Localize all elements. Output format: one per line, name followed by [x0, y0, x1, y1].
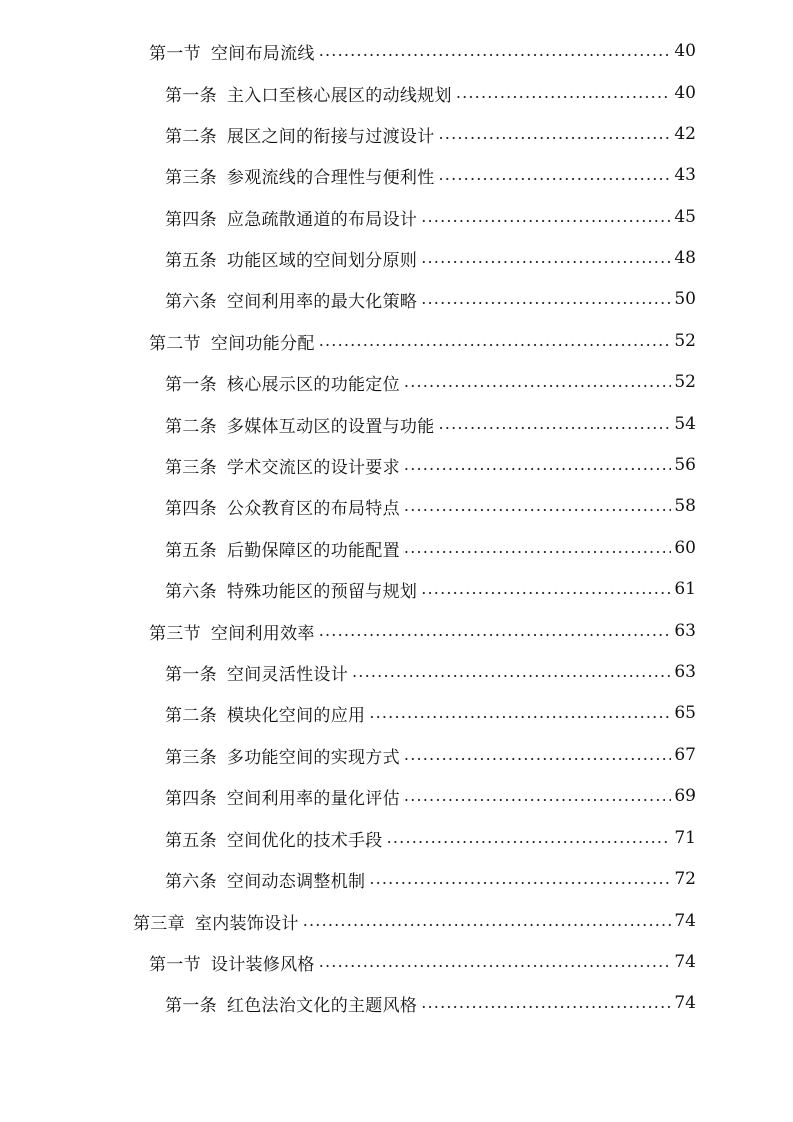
- toc-entry[interactable]: [165, 202, 696, 232]
- toc-entry-number: 第四条: [165, 498, 217, 519]
- toc-entry-number: 第三章: [133, 913, 185, 934]
- toc-entry-text: [165, 743, 400, 768]
- toc-entry[interactable]: [165, 740, 696, 770]
- toc-page-number: 63: [674, 621, 696, 641]
- toc-entry-title: 红色法治文化的主题风格: [226, 995, 418, 1016]
- toc-entry[interactable]: [165, 823, 696, 853]
- toc-entry-title: 展区之间的衔接与过渡设计: [226, 126, 435, 147]
- toc-entry-title: 空间功能分配: [210, 333, 315, 354]
- toc-leader-dots: [421, 284, 671, 314]
- toc-entry-text: [165, 494, 400, 519]
- toc-page-number: 43: [674, 165, 696, 185]
- toc-entry-number: 第五条: [165, 540, 217, 561]
- toc-leader-dots: [404, 740, 671, 770]
- toc-entry-title: 设计装修风格: [210, 954, 315, 975]
- toc-page-number: 58: [674, 496, 696, 516]
- toc-entry[interactable]: [165, 160, 696, 190]
- toc-leader-dots: [404, 781, 671, 811]
- toc-leader-dots: [421, 574, 671, 604]
- toc-entry-title: 功能区域的空间划分原则: [226, 250, 418, 271]
- toc-entry[interactable]: [149, 947, 696, 977]
- toc-leader-dots: [404, 533, 671, 563]
- toc-entry[interactable]: [149, 616, 696, 646]
- toc-entry-text: [165, 163, 435, 188]
- toc-page-number: 48: [674, 248, 696, 268]
- toc-page-number: 56: [674, 455, 696, 475]
- toc-entry-text: [165, 826, 383, 851]
- toc-entry-text: [149, 619, 315, 644]
- toc-entry-text: [165, 287, 417, 312]
- toc-entry-title: 学术交流区的设计要求: [226, 457, 400, 478]
- toc-entry-number: 第六条: [165, 581, 217, 602]
- toc-entry-title: 空间优化的技术手段: [226, 830, 383, 851]
- toc-entry-text: [149, 950, 315, 975]
- toc-entry-text: [165, 660, 348, 685]
- toc-entry-number: 第三条: [165, 457, 217, 478]
- toc-entry[interactable]: [165, 574, 696, 604]
- toc-entry-title: 后勤保障区的功能配置: [226, 540, 400, 561]
- toc-entry-title: 特殊功能区的预留与规划: [226, 581, 418, 602]
- toc-entry-title: 空间布局流线: [210, 43, 315, 64]
- toc-page-number: 52: [674, 331, 696, 351]
- toc-page-number: 74: [674, 952, 696, 972]
- toc-leader-dots: [439, 160, 671, 190]
- toc-entry[interactable]: [165, 657, 696, 687]
- toc-leader-dots: [352, 657, 671, 687]
- toc-entry-title: 主入口至核心展区的动线规划: [226, 85, 452, 106]
- toc-entry[interactable]: [165, 533, 696, 563]
- toc-entry-text: [165, 412, 435, 437]
- toc-entry[interactable]: [165, 367, 696, 397]
- toc-entry-text: [165, 205, 417, 230]
- toc-page-number: 40: [674, 41, 696, 61]
- toc-entry-text: [165, 991, 417, 1016]
- toc-page-number: 69: [674, 786, 696, 806]
- toc-entry-number: 第二条: [165, 705, 217, 726]
- toc-leader-dots: [439, 409, 671, 439]
- toc-leader-dots: [421, 202, 671, 232]
- toc-entry-title: 室内装饰设计: [194, 913, 299, 934]
- toc-entry-number: 第二节: [149, 333, 201, 354]
- toc-page-number: 50: [674, 289, 696, 309]
- toc-entry-title: 空间动态调整机制: [226, 871, 366, 892]
- toc-entry-number: 第四条: [165, 209, 217, 230]
- toc-entry[interactable]: [165, 284, 696, 314]
- toc-entry[interactable]: [165, 450, 696, 480]
- toc-entry-text: [165, 246, 417, 271]
- toc-entry[interactable]: [165, 491, 696, 521]
- toc-leader-dots: [456, 78, 671, 108]
- toc-entry-number: 第六条: [165, 871, 217, 892]
- toc-leader-dots: [421, 988, 671, 1018]
- toc-entry-number: 第三节: [149, 623, 201, 644]
- toc-entry-text: [165, 577, 417, 602]
- toc-entry[interactable]: [149, 326, 696, 356]
- toc-entry-number: 第二条: [165, 416, 217, 437]
- toc-entry-text: [165, 122, 435, 147]
- toc-entry-number: 第一条: [165, 85, 217, 106]
- toc-leader-dots: [404, 491, 671, 521]
- toc-page-number: 54: [674, 414, 696, 434]
- toc-entry-number: 第四条: [165, 788, 217, 809]
- toc-entry[interactable]: [165, 988, 696, 1018]
- toc-entry-number: 第五条: [165, 250, 217, 271]
- toc-leader-dots: [319, 36, 671, 66]
- toc-entry-title: 应急疏散通道的布局设计: [226, 209, 418, 230]
- toc-entry-title: 公众教育区的布局特点: [226, 498, 400, 519]
- toc-entry-title: 空间灵活性设计: [226, 664, 349, 685]
- toc-entry-number: 第三条: [165, 747, 217, 768]
- toc-entry-title: 多功能空间的实现方式: [226, 747, 400, 768]
- toc-page-number: 42: [674, 124, 696, 144]
- toc-entry[interactable]: [165, 78, 696, 108]
- toc-leader-dots: [303, 906, 671, 936]
- toc-entry-number: 第一条: [165, 995, 217, 1016]
- toc-leader-dots: [319, 947, 671, 977]
- toc-page-number: 65: [674, 703, 696, 723]
- toc-entry[interactable]: [165, 243, 696, 273]
- toc-entry-text: [165, 370, 400, 395]
- toc-entry-text: [165, 536, 400, 561]
- toc-entry[interactable]: [149, 36, 696, 66]
- toc-entry-number: 第五条: [165, 830, 217, 851]
- toc-entry-title: 模块化空间的应用: [226, 705, 366, 726]
- toc-page-number: 67: [674, 745, 696, 765]
- toc-entry-text: [149, 39, 315, 64]
- toc-entry-number: 第六条: [165, 291, 217, 312]
- toc-entry-text: [165, 701, 365, 726]
- toc-page-number: 61: [674, 579, 696, 599]
- toc-entry-text: [165, 453, 400, 478]
- toc-page-number: 63: [674, 662, 696, 682]
- toc-entry-number: 第一条: [165, 664, 217, 685]
- toc-entry-text: [133, 909, 299, 934]
- toc-entry[interactable]: [165, 781, 696, 811]
- toc-page-number: 60: [674, 538, 696, 558]
- toc-entry-text: [165, 81, 452, 106]
- toc-leader-dots: [369, 864, 671, 894]
- toc-entry[interactable]: [165, 698, 696, 728]
- toc-leader-dots: [439, 119, 671, 149]
- toc-entry[interactable]: [133, 906, 696, 936]
- toc-page-number: 72: [674, 869, 696, 889]
- toc-entry-title: 多媒体互动区的设置与功能: [226, 416, 435, 437]
- toc-entry[interactable]: [165, 864, 696, 894]
- toc-entry-title: 核心展示区的功能定位: [226, 374, 400, 395]
- toc-entry-text: [165, 784, 400, 809]
- toc-entry-number: 第三条: [165, 167, 217, 188]
- toc-entry-text: [149, 329, 315, 354]
- toc-page-number: 45: [674, 207, 696, 227]
- toc-entry-title: 空间利用率的最大化策略: [226, 291, 418, 312]
- toc-page-number: 74: [674, 993, 696, 1013]
- toc-page-number: 52: [674, 372, 696, 392]
- toc-leader-dots: [387, 823, 671, 853]
- toc-entry-title: 参观流线的合理性与便利性: [226, 167, 435, 188]
- toc-page-number: 74: [674, 911, 696, 931]
- toc-leader-dots: [369, 698, 671, 728]
- toc-page-number: 71: [674, 828, 696, 848]
- toc-leader-dots: [404, 367, 671, 397]
- toc-leader-dots: [319, 326, 671, 356]
- toc-leader-dots: [404, 450, 671, 480]
- toc-entry-title: 空间利用率的量化评估: [226, 788, 400, 809]
- toc-entry-number: 第二条: [165, 126, 217, 147]
- toc-entry-text: [165, 867, 365, 892]
- toc-entry[interactable]: [165, 409, 696, 439]
- toc-entry-number: 第一条: [165, 374, 217, 395]
- toc-leader-dots: [421, 243, 671, 273]
- toc-entry-title: 空间利用效率: [210, 623, 315, 644]
- toc-entry-number: 第一节: [149, 43, 201, 64]
- toc-entry[interactable]: [165, 119, 696, 149]
- toc-entry-number: 第一节: [149, 954, 201, 975]
- toc-page-number: 40: [674, 83, 696, 103]
- toc-leader-dots: [319, 616, 671, 646]
